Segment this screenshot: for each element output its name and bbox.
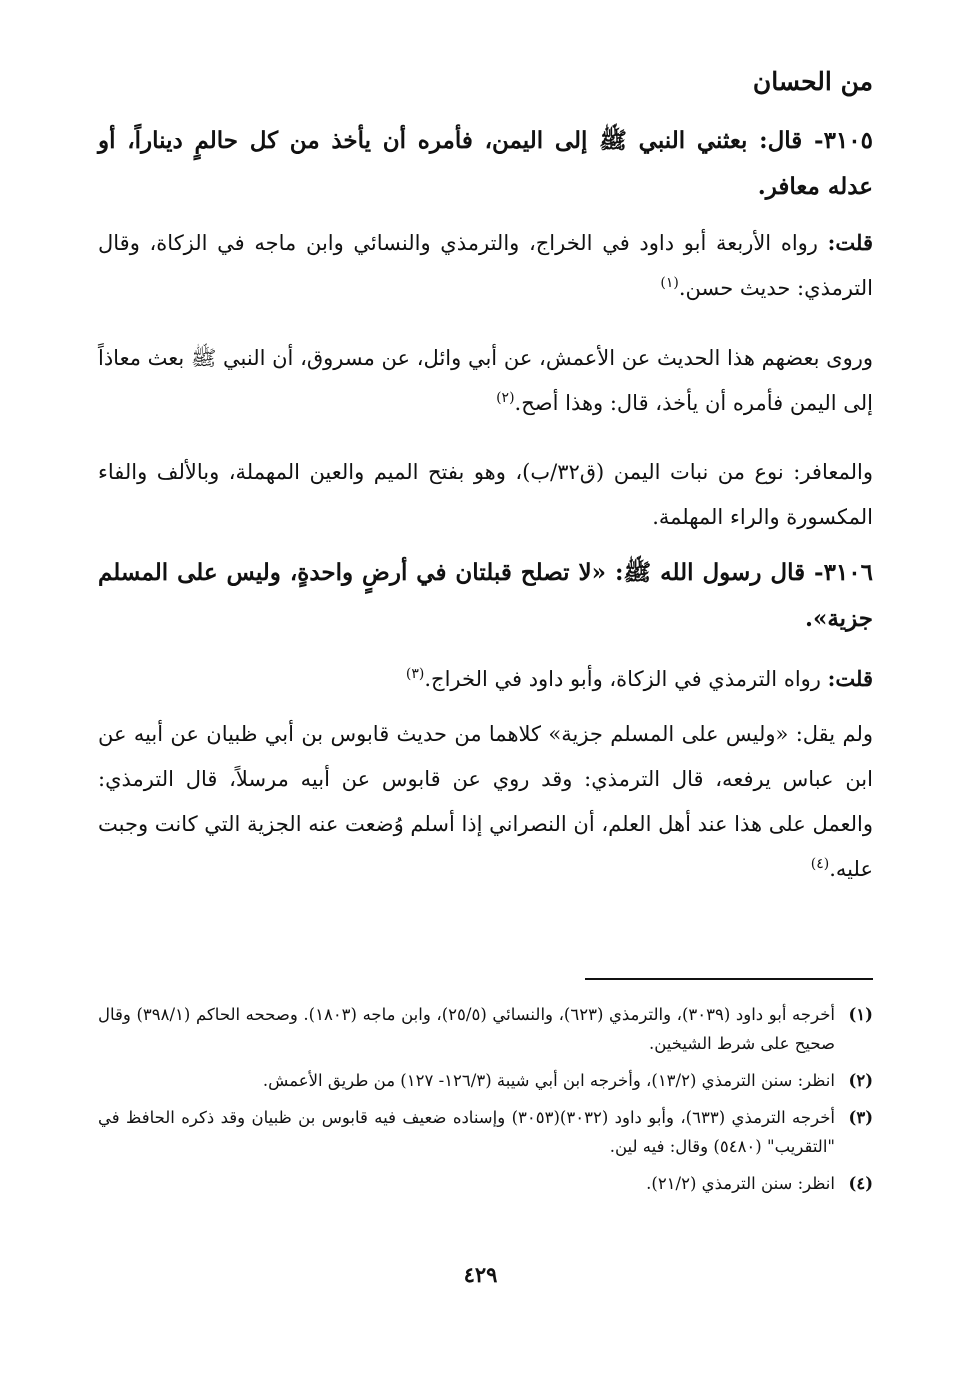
- section-heading: من الحسان: [752, 67, 873, 96]
- footnote-ref: (٢): [496, 390, 515, 406]
- footnotes: [98, 1000, 873, 1206]
- hadith-3105: ٣١٠٥- قال: بعثني النبي ﷺ إلى اليمن، فأمره أن يأخذ من كل حالمٍ ديناراً، أو عدله معافر.: [98, 127, 873, 200]
- footnote-number: (١): [848, 1005, 873, 1024]
- commentary-paragraph: [98, 450, 873, 540]
- page-number: ٤٢٩: [463, 1262, 498, 1287]
- commentary-paragraph: [98, 220, 873, 311]
- footnote-ref: (٣): [405, 666, 425, 682]
- footnote-text: انظر: سنن الترمذي (١٣/٢)، وأخرجه ابن أبي شيبة (١٢٦/٣- ١٢٧) من طريق الأعمش.: [262, 1071, 835, 1090]
- footnote-item: [98, 1169, 873, 1198]
- commentary-paragraph: [98, 656, 873, 702]
- commentary-text: ولم يقل: «وليس على المسلم جزية» كلاهما من حديث قابوس بن أبي ظبيان عن أبيه عن ابن عباس يرفعه، قال الترمذي: وقد روي عن قابوس عن أبيه مرسلاً، قال الترمذي: والعمل على هذا عند أهل العلم، أن النصراني إذا أسلم وُضعت عنه الجزية التي كانت وجبت عليه.: [98, 722, 873, 881]
- hadith-3106: ٣١٠٦- قال رسول الله ﷺ: «لا تصلح قبلتان في أرضٍ واحدةٍ، وليس على المسلم جزية».: [98, 559, 873, 632]
- footnote-ref: (١): [660, 275, 679, 291]
- commentary-text: وروى بعضهم هذا الحديث عن الأعمش، عن أبي وائل، عن مسروق، أن النبي ﷺ بعث معاذاً إلى اليمن فأمره أن يأخذ، قال: وهذا أصح.: [98, 346, 873, 415]
- commentary-text: رواه الأربعة أبو داود في الخراج، والترمذي والنسائي وابن ماجه في الزكاة، وقال الترمذي: حديث حسن.: [98, 231, 873, 300]
- footnote-text: انظر: سنن الترمذي (٢١/٢).: [646, 1174, 835, 1193]
- qultu-label: قلت:: [827, 230, 873, 255]
- commentary-paragraph: [98, 336, 873, 426]
- footnote-number: (٤): [848, 1174, 873, 1193]
- commentary-text: رواه الترمذي في الزكاة، وأبو داود في الخراج.: [424, 667, 828, 691]
- qultu-label: قلت:: [827, 666, 873, 691]
- footnote-ref: (٤): [810, 856, 830, 872]
- footnote-divider: [585, 978, 873, 980]
- footnote-item: [98, 1103, 873, 1161]
- footnote-text: أخرجه أبو داود (٣٠٣٩)، والترمذي (٦٢٣)، والنسائي (٢٥/٥)، وابن ماجه (١٨٠٣). وصححه الحاكم (٣٩٨/١) وقال صحيح على شرط الشيخين.: [98, 1005, 835, 1053]
- footnote-item: [98, 1000, 873, 1058]
- commentary-paragraph: [98, 712, 873, 892]
- footnote-number: (٢): [848, 1071, 873, 1090]
- footnote-text: أخرجه الترمذي (٦٣٣)، وأبو داود (٣٠٣٢)(٣٠٥٣) وإسناده ضعيف فيه قابوس بن ظبيان وقد ذكره الحافظ في "التقريب" (٥٤٨٠) وقال: فيه لين.: [98, 1108, 835, 1156]
- footnote-item: [98, 1066, 873, 1095]
- commentary-text: والمعافر: نوع من نبات اليمن (ق٣٢/ب)، وهو بفتح الميم والعين المهملة، وبالألف والفاء المكسورة والراء المهلمة.: [98, 460, 873, 529]
- footnote-number: (٣): [848, 1108, 873, 1127]
